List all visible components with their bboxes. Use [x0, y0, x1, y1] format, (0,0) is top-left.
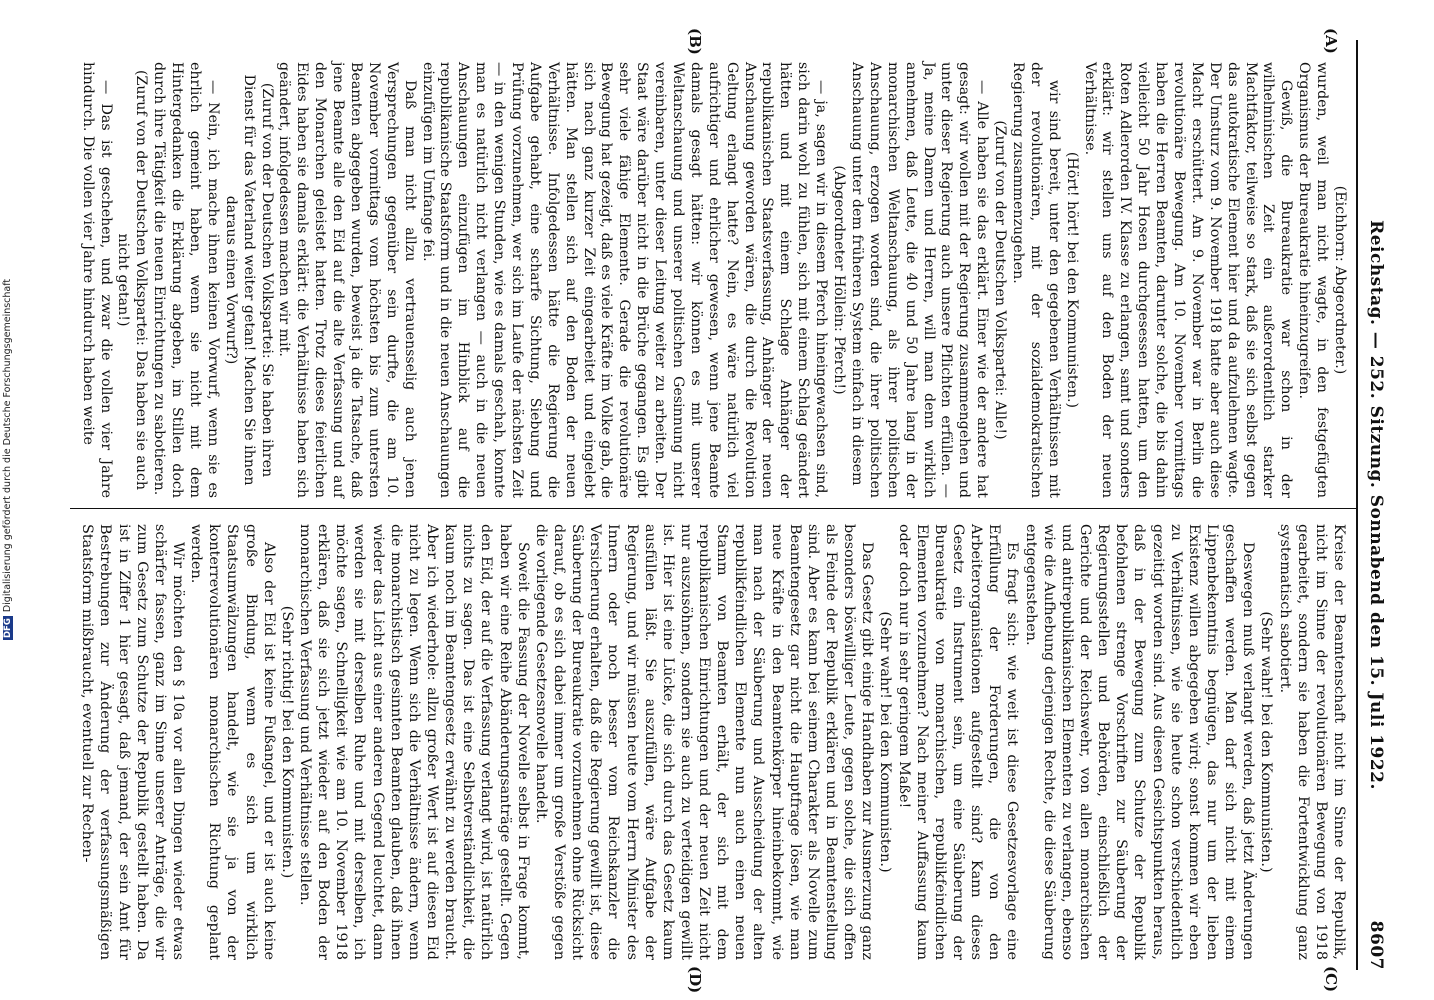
- paragraph: — Das ist geschehen, und zwar die vollen vier Jahre hindurch. Die vollen vier Jahre hindurch haben weite: [79, 62, 114, 498]
- margin-letter-c: (C): [1322, 966, 1340, 993]
- interjection: (Sehr richtig! bei den Kommunisten.): [278, 605, 295, 879]
- paragraph: Kreise der Beamtenschaft nicht im Sinne der Republik, nicht im Sinne der revolutionären Bewegung von 1918 gearbeitet, sondern sie haben die Fortentwicklung ganz systematisch sabotiert.: [1276, 524, 1347, 960]
- funding-footer: [2, 280, 16, 640]
- funding-note: Digitalisierung gefördert durch die Deutsche Forschungsgemeinschaft: [2, 278, 13, 613]
- paragraph: Soweit die Fassung der Novelle selbst in Frage kommt, haben wir eine Reihe Abänderungsanträge gestellt. Gegen den Eid, der auf die Verfassung verlangt wird, ist natürlich nichts zu sagen. Das ist eine Selbstverständlichkeit, die kaum noch im Beamtengesetz erwähnt zu werden braucht. Aber ich wiederhole: allzu großer Wert ist auf diesen Eid nicht zu legen. Wenn sich die Verhältnisse ändern, wenn die monarchistisch gesinnten Beamten glauben, daß ihnen wieder das Licht aus einer anderen Gegend leuchtet, dann werden sie mit derselben Ruhe und mit derselben, ich möchte sagen, Schnelligkeit wie am 10. November 1918 erklären, daß sie sich jetzt wieder auf den Boden der monarchischen Verfassung und Verhältnisse stellen.: [296, 524, 531, 960]
- interjection: (Abgeordneter Höllein: Pferch!): [831, 165, 848, 395]
- paragraph: Das Gesetz gibt einige Handhaben zur Ausmerzung ganz besonders böswilliger Leute, gegen solche, die sich offen als Feinde der Republik erklären und in Beamtenstellung sind. Aber es kann bei seinem Charakter als Novelle zum Beamtengesetz gar nicht die Hauptfrage lösen, wie man neue Kräfte in den Beamtenkörper hineinbekommt, wie man nach der Säuberung und Ausscheidung der alten republikfeindlichen Elemente nun auch einen neuen Stamm von Beamten erhält, der sich mit dem republikanischen Einrichtungen und der neuen Zeit nicht nur auszusöhnen, sondern sie auch zu verteidigen gewillt ist. Hier ist eine Lücke, die sich durch das Gesetz kaum ausfüllen läßt. Sie auszufüllen, wäre Aufgabe der Regierung, und wir müssen heute vom Herrn Minister des Innern oder noch besser vom Reichskanzler die Versicherung erhalten, daß die Regierung gewillt ist, diese Säuberung der Bureaukratie vorzunehmen ohne Rücksicht darauf, ob es sich dabei immer um große Verstöße gegen die vorliegende Gesetzesnovelle handelt.: [532, 524, 876, 960]
- page-header: [1360, 40, 1390, 970]
- left-column: [78, 62, 1348, 498]
- paragraph: — Alle haben sie das erklärt. Einer wie der andere hat gesagt: wir wollen mit der Regierung zusammengehen und unter dieser Regierung auch unsere Pflichten erfüllen. — Ja, meine Damen und Herren, will man denn wirklich annehmen, daß Leute, die 40 und 50 Jahre lang in der monarchischen Weltanschauung, als ihrer politischen Anschauung, erzogen worden sind, die ihrer politischen Anschauung unter dem früheren System einfach in diesem: [848, 62, 991, 498]
- paragraph: Wir möchten den § 10a vor allen Dingen wieder etwas schärfer fassen, ganz im Sinne unserer Anträge, die wir zum Gesetz zum Schutze der Republik gestellt haben. Da ist in Ziffer 1 hier gesagt, daß jemand, der sein Amt für Bestrebungen zur Änderung der verfassungsmäßigen Staatsform mißbraucht, eventuell zur Rechen-: [79, 524, 186, 960]
- header-rule: [1356, 40, 1358, 970]
- column-divider: [70, 508, 1356, 509]
- interjection: (Zuruf von der Deutschen Volkspartei: Das haben sie auch nicht getan!): [115, 69, 150, 491]
- paragraph: Also der Eid ist keine Fußangel, und er ist auch keine große Bindung, wenn es sich um wirklich Staatsumwälzungen handelt, wie sie ja von der konterrevolutionären monarchischen Richtung geplant werden.: [188, 524, 277, 960]
- paragraph: Es fragt sich: wie weit ist diese Gesetzesvorlage eine Erfüllung der Forderungen, die von den Arbeiterorganisationen aufgestellt sind? Kann dieses Gesetz ein Instrument sein, um eine Säuberung der Bureaukratie von monarchischen, republikfeindlichen Elementen vorzunehmen? Nach meiner Auffassung kaum oder doch nur in sehr geringem Maße!: [895, 524, 1021, 960]
- interjection: (Sehr wahr! bei den Kommunisten.): [877, 611, 894, 873]
- margin-letter-a: (A): [1322, 28, 1340, 54]
- interjection: (Zuruf von der Deutschen Volkspartei: Alle!): [992, 120, 1009, 440]
- paragraph: — ja, sagen wir in diesem Pferch hineingewachsen sind, sich darin wohl zu fühlen, sich mit einem Schlag geändert hätten und mit einem Schlage Anhänger der republikanischen Staatsverfassung, Anhänger der neuen Anschauung geworden wären, die durch die Revolution Geltung erlangt hatte? Nein, es wäre natürlich viel aufrichtiger und ehrlicher gewesen, wenn jene Beamte damals gesagt hätten: wir können es mit unserer Weltanschauung und unserer politischen Gesinnung nicht vereinbaren, unter dieser Leitung weiter zu arbeiten. Der Staat wäre darüber nicht in die Brüche gegangen. Es gibt sehr viele fähige Elemente. Gerade die revolutionäre Bewegung hat gezeigt, daß es viele Kräfte im Volke gab, die sich nach ganz kurzer Zeit eingearbeitet und eingelebt hätten. Man stellen sich auf den Boden der neuen Verhältnisse. Infolgedessen hätte die Regierung die Aufgabe gehabt, eine scharfe Sichtung, Siebung und Prüfung vorzunehmen, wer sich im Laufe der nächsten Zeit — in den wenigen Stunden, wie es damals geschah, konnte man es natürlich nicht verlangen — auch in die neuen Anschauungen einzufügen im Hinblick auf die republikanische Staatsform und in die neuen Anschauungen einzufügen im Umfange fei.: [419, 62, 830, 498]
- interjection: (Zuruf von der Deutschen Volkspartei: Sie haben ihren Dienst für das Vaterland weiter getan! Machen Sie ihnen daraus einen Vorwurf?): [222, 74, 275, 486]
- interjection: (Eichhorn: Abgeordneter.): [1332, 185, 1348, 375]
- document-page: [40, 0, 1420, 1000]
- paragraph: Gewiß, die Bureaukratie war schon in der wilhelminischen Zeit ein außerordentlich starker Machtfaktor, teilweise so stark, daß sie sich selbst gegen das autokratische Element hier und da aufzulehnen wagte. Der Umsturz vom 9. November 1918 hatte aber auch diese Macht erschüttert. Am 9. November war in Berlin die revolutionäre Bewegung. Am 10. November vormittags haben die Herren Beamten, darunter solche, die bis dahin vielleicht 50 Jahr Hosen durchgesessen hatten, um den Roten Adlerorden IV. Klasse zu erlangen, samt und sonders erklärt: wir stellen uns auf den Boden der neuen Verhältnisse.: [1081, 62, 1295, 498]
- paragraph: Deswegen muß verlangt werden, daß jetzt Änderungen geschaffen werden. Man darf sich nicht mit einem Lippenbekenntnis begnügen, das nur um der lieben Existenz willen abgegeben wird; sonst kommen wir eben zu Verhältnissen, wie sie heute schon verschiedentlich gezeitigt worden sind. Aus diesen Gesichtspunkten heraus, daß in der Bewegung zum Schutze der Republik befohlenen strenge Vorschriften zur Säuberung der Regierungsstellen und Behörden, einschließlich der Gerichte und der Reichswehr, von allen monarchischen und antirepublikanischen Elementen zu verlangen, ebenso wie die Aufhebung derjenigen Rechte, die diese Säuberung entgegenstehen.: [1022, 524, 1257, 960]
- paragraph: wurden, weil man nicht wagte, in den festgefügten Organismus der Bureaukratie hineinzugreifen.: [1296, 62, 1331, 498]
- margin-letter-d: (D): [686, 966, 704, 994]
- right-column: [78, 524, 1348, 960]
- paragraph: Daß man nicht allzu vertrauensselig auch jenen Versprechungen gegenüber sein durfte, die am 10. November vormittags vom höchsten bis zum untersten Beamten abgegeben wurden, beweist ja die Tatsache, daß jene Beamte alle den Eid auf die alte Verfassung und auf den Monarchen geleistet hatten. Trotz dieses feierlichen Eides haben sie damals erklärt: die Verhältnisse haben sich geändert, infolgedessen machen wir mit.: [276, 62, 418, 498]
- margin-letter-b: (B): [686, 28, 704, 55]
- page-number: 8607: [1366, 920, 1386, 970]
- interjection: (Sehr wahr! bei den Kommunisten.): [1258, 611, 1275, 873]
- page-title: Reichstag. — 252. Sitzung. Sonnabend den 15. Juli 1922.: [1366, 220, 1386, 790]
- paragraph: wir sind bereit, unter den gegebenen Verhältnissen mit der revolutionären, mit der sozialdemokratischen Regierung zusammenzugehen.: [1009, 62, 1062, 498]
- interjection: (Hört! hört! bei den Kommunisten.): [1063, 151, 1080, 409]
- dfg-logo: DFG: [3, 618, 13, 638]
- paragraph: — Nein, ich mache ihnen keinen Vorwurf, wenn sie es ehrlich gemeint haben, wenn sie nicht mit dem Hintergedanken die Erklärung abgeben, im Stillen doch durch ihre Tätigkeit die neuen Einrichtungen zu sabotieren.: [151, 62, 221, 498]
